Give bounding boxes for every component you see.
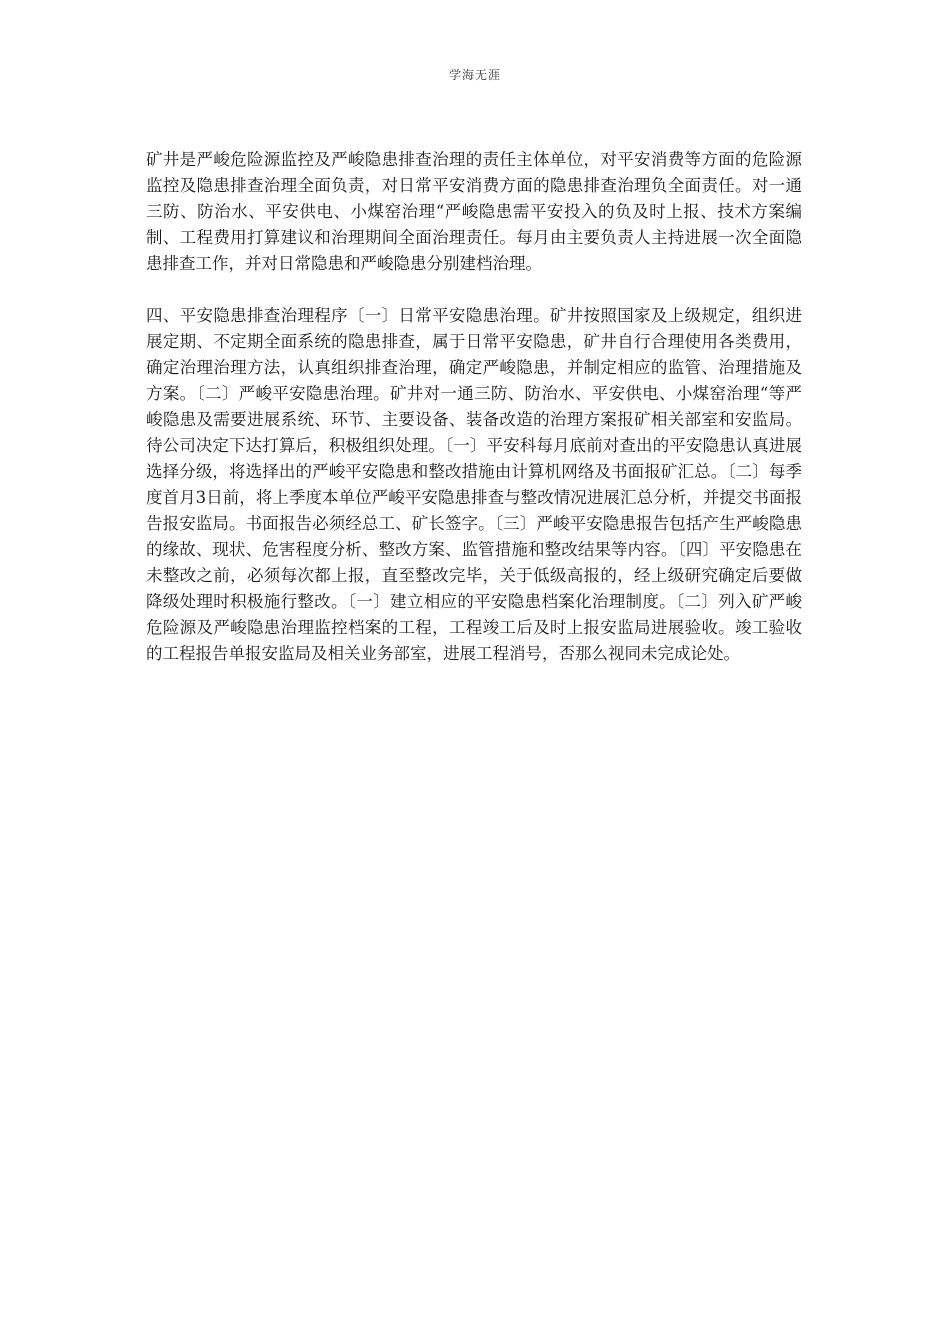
page-header: 学海无涯 (448, 68, 501, 82)
paragraph-responsibility: 矿井是严峻危险源监控及严峻隐患排查治理的责任主体单位，对平安消费等方面的危险源监控及隐患排查治理全面负责，对日常平安消费方面的隐患排查治理负全面责任。对一通三防、防治水、平安供电、小煤窑治理“严峻隐患需平安投入的负及时上报、技术方案编制、工程费用打算建议和治理期间全面治理责任。每月由主要负责人主持进展一次全面隐患排查工作，并对日常隐患和严峻隐患分别建档治理。 (146, 150, 802, 273)
document-body (146, 147, 802, 667)
paragraph-procedure: 四、平安隐患排查治理程序〔一〕日常平安隐患治理。矿井按照国家及上级规定，组织进展定期、不定期全面系统的隐患排查，属于日常平安隐患，矿井自行合理使用各类费用，确定治理治理方法，认真组织排查治理，确定严峻隐患，并制定相应的监管、治理措施及方案。〔二〕严峻平安隐患治理。矿井对一通三防、防治水、平安供电、小煤窑治理“等严峻隐患及需要进展系统、环节、主要设备、装备改造的治理方案报矿相关部室和安监局。待公司决定下达打算后，积极组织处理。〔一〕平安科每月底前对查出的平安隐患认真进展选择分级，将选择出的严峻平安隐患和整改措施由计算机网络及书面报矿汇总。〔二〕每季度首月3日前，将上季度本单位严峻平安隐患排查与整改情况进展汇总分析，并提交书面报告报安监局。书面报告必须经总工、矿长签字。〔三〕严峻平安隐患报告包括产生严峻隐患的缘故、现状、危害程度分析、整改方案、监管措施和整改结果等内容。〔四〕平安隐患在未整改之前，必须每次都上报，直至整改完毕，关于低级高报的，经上级研究确定后要做降级处理时积极施行整改。〔一〕建立相应的平安隐患档案化治理制度。〔二〕列入矿严峻危险源及严峻隐患治理监控档案的工程，工程竣工后及时上报安监局进展验收。竣工验收的工程报告单报安监局及相关业务部室，进展工程消号，否那么视同未完成论处。 (146, 306, 802, 663)
